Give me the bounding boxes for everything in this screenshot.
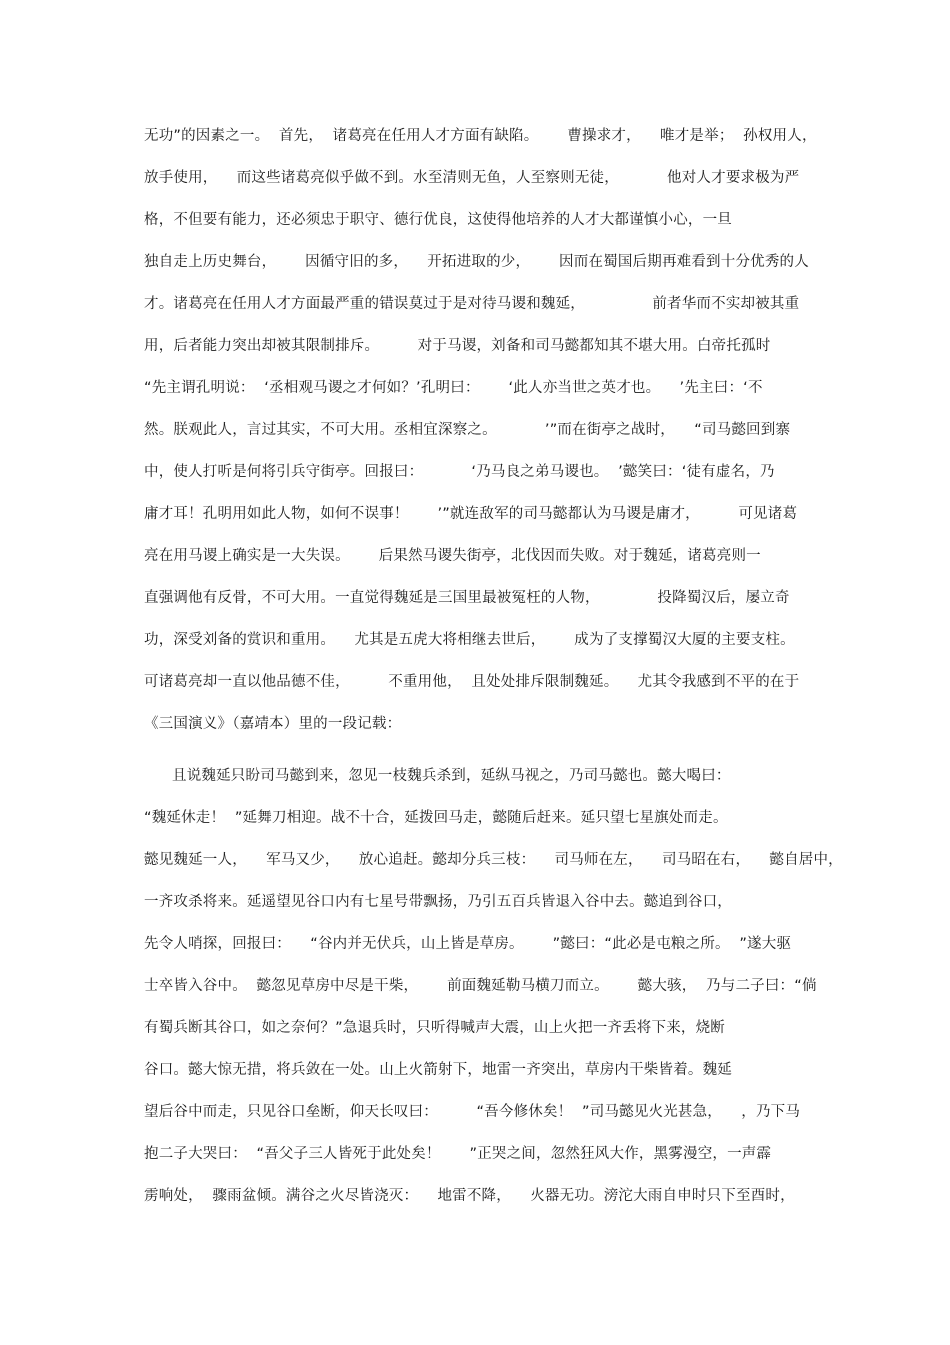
text-line: 庸才耳！孔明用如此人物，如何不误事！ ’”就连敌军的司马懿都认为马谡是庸才， 可见诸葛 [144,506,798,522]
quote-line: 望后谷中而走，只见谷口垒断，仰天长叹曰： “吾今修休矣！ ”司马懿见火光甚急， ，乃下马 [144,1104,801,1120]
text-line: 无功”的因素之一。 首先， 诸葛亮在任用人才方面有缺陷。 曹操求才， 唯才是举； 孙权用人， [144,128,817,144]
quote-line: 有蜀兵断其谷口，如之奈何？”急退兵时，只听得喊声大震，山上火把一齐丢将下来，烧断 [144,1020,726,1036]
quote-line: 一齐攻杀将来。延遥望见谷口内有七星号带飘扬，乃引五百兵皆退入谷中去。懿追到谷口， [144,894,732,910]
quote-line: 先令人哨探，回报曰： “谷内并无伏兵，山上皆是草房。 ”懿曰：“此必是屯粮之所。 ”遂大驱 [144,936,792,952]
text-line: 直强调他有反骨，不可大用。一直觉得魏延是三国里最被冤枉的人物， 投降蜀汉后，屡立奇 [144,590,790,606]
text-line: 才。诸葛亮在任用人才方面最严重的错误莫过于是对待马谡和魏延， 前者华而不实却被其重 [144,296,800,312]
quote-line: 谷口。懿大惊无措，将兵敛在一处。山上火箭射下，地雷一齐突出，草房内干柴皆着。魏延 [144,1062,732,1078]
quote-line: 懿见魏延一人， 军马又少， 放心追赶。懿却分兵三枝： 司马师在左， 司马昭在右， 懿自居中， [144,852,843,868]
text-line: 亮在用马谡上确实是一大失误。 后果然马谡失街亭，北伐因而失败。对于魏延，诸葛亮则一 [144,548,761,564]
text-line: 用，后者能力突出却被其限制排斥。 对于马谡，刘备和司马懿都知其不堪大用。白帝托孤时 [144,338,771,354]
quote-line: 抱二子大哭曰： “吾父子三人皆死于此处矣！ ”正哭之间，忽然狂风大作，黑雾漫空，一声霹 [144,1146,772,1162]
text-line: 可诸葛亮却一直以他品德不佳， 不重用他， 且处处排斥限制魏延。 尤其令我感到不平的在于 [144,674,800,690]
text-line: 然。朕观此人，言过其实，不可大用。丞相宜深察之。 ’”而在街亭之战时， “司马懿回到寨 [144,422,791,438]
quote-line: “魏延休走！ ”延舞刀相迎。战不十合，延拨回马走，懿随后赶来。延只望七星旗处而走。 [144,810,728,826]
text-line: 独自走上历史舞台， 因循守旧的多， 开拓进取的少， 因而在蜀国后期再难看到十分优秀的人 [144,254,809,270]
quote-line: 雳响处， 骤雨盆倾。满谷之火尽皆浇灭： 地雷不降， 火器无功。滂沱大雨自申时只下至酉时， [144,1188,795,1204]
text-line: “先主谓孔明说： ‘丞相观马谡之才何如？’孔明曰： ‘此人亦当世之英才也。 ’先主曰：‘不 [144,380,763,396]
text-line: 中，使人打听是何将引兵守街亭。回报曰： ‘乃马良之弟马谡也。 ’懿笑曰：‘徒有虚名，乃 [144,464,775,480]
text-line: 《三国演义》（嘉靖本）里的一段记载： [144,716,402,732]
text-line: 格，不但要有能力，还必须忠于职守、德行优良，这使得他培养的人才大都谨慎小心，一旦 [144,212,732,228]
quote-line: 且说魏延只盼司马懿到来，忽见一枝魏兵杀到，延纵马视之，乃司马懿也。懿大喝曰： [172,768,731,784]
text-line: 放手使用， 而这些诸葛亮似乎做不到。水至清则无鱼，人至察则无徒， 他对人才要求极为严 [144,170,800,186]
text-line: 功，深受刘备的赏识和重用。 尤其是五虎大将相继去世后， 成为了支撑蜀汉大厦的主要支柱。 [144,632,795,648]
quote-line: 士卒皆入谷中。 懿忽见草房中尽是干柴， 前面魏延勒马横刀而立。 懿大骇， 乃与二子曰：“倘 [144,978,817,994]
